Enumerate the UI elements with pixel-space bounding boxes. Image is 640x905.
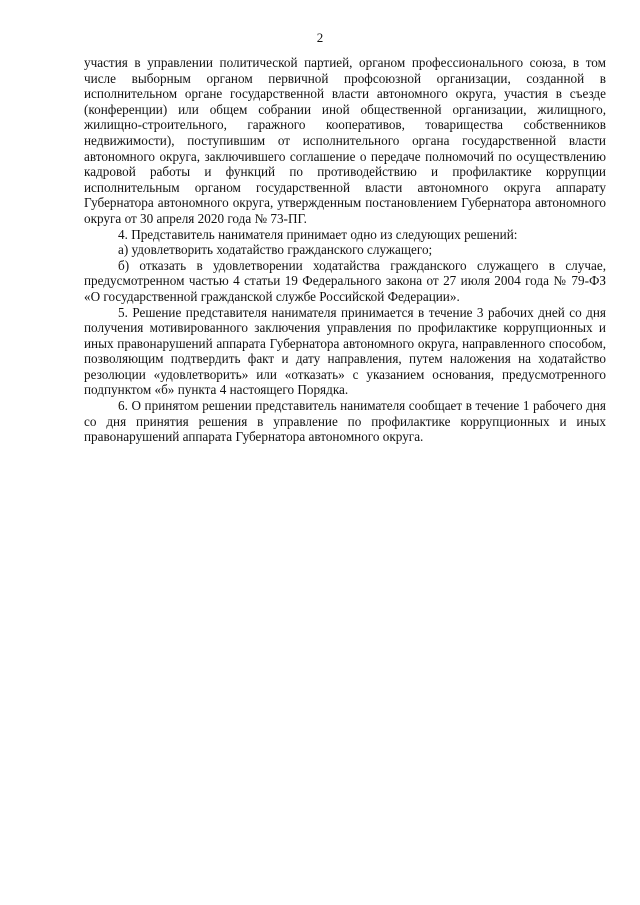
paragraph-item-4b: б) отказать в удовлетворении ходатайства гражданского служащего в случае, предусмотренном частью 4 статьи 19 Федерального закона от 27 июля 2004 года № 79-ФЗ «О государственной гражданской службе Российской Федерации». bbox=[84, 257, 606, 304]
paragraph-item-4: 4. Представитель нанимателя принимает одно из следующих решений: bbox=[118, 226, 518, 242]
paragraph-item-6: 6. О принятом решении представитель нанимателя сообщает в течение 1 рабочего дня со дня принятия решения в управление по профилактике коррупционных и иных правонарушений аппарата Губернатора автономного округа. bbox=[84, 398, 606, 445]
document-body bbox=[84, 55, 606, 445]
paragraph-item-5: 5. Решение представителя нанимателя принимается в течение 3 рабочих дней со дня получения мотивированного заключения управления по профилактике коррупционных и иных правонарушений аппарата Губернатора автономного округа, направленного способом, позволяющим подтвердить факт и дату направления, путем наложения на ходатайство резолюции «удовлетворить» или «отказать» с указанием основания, предусмотренного подпунктом «б» пункта 4 настоящего Порядка. bbox=[84, 304, 606, 398]
paragraph-item-4a: а) удовлетворить ходатайство гражданского служащего; bbox=[118, 242, 433, 258]
page-number: 2 bbox=[316, 30, 324, 45]
paragraph-continuation: участия в управлении политической партией, органом профессионального союза, в том числе выборным органом первичной профсоюзной организации, созданной в исполнительном органе государственной власти автономного округа, участия в съезде (конференции) или общем собрании иной общественной организации, жилищного, жилищно-строительного, гаражного кооперативов, товарищества собственников недвижимости), поступившим от исполнительного органа государственной власти автономного округа, заключившего соглашение о передаче полномочий по осуществлению кадровой работы и функций по противодействию и профилактике коррупции исполнительным органом государственной власти автономного округа аппарату Губернатора автономного округа, утвержденным постановлением Губернатора автономного округа от 30 апреля 2020 года № 73-ПГ. bbox=[84, 55, 606, 226]
